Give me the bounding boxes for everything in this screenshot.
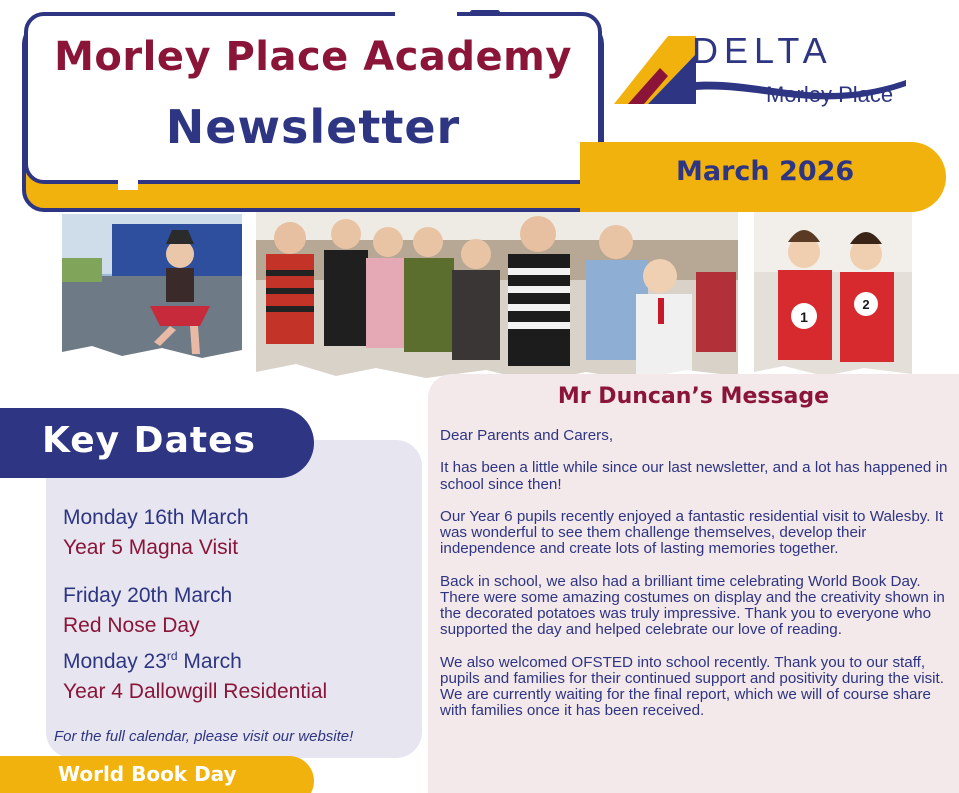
world-book-day-heading: World Book Day	[58, 762, 237, 786]
message-paragraph: We also welcomed OFSTED into school recently. Thank you to our staff, pupils and families for their continued support and positivity during the visit. We are currently waiting for the final report, which we will of course share with families once it has been received.	[440, 653, 944, 720]
title-border-gap	[395, 8, 457, 18]
key-date-date	[63, 650, 242, 674]
key-date-month: March	[177, 650, 242, 673]
logo-name: DELTA	[692, 30, 833, 71]
key-date-date: Friday 20th March	[63, 584, 233, 607]
calendar-note: For the full calendar, please visit our website!	[54, 728, 354, 745]
logo-subtitle: Morley Place	[766, 82, 894, 107]
shirt-label-2: 2	[862, 297, 870, 312]
photo-dancing-child	[62, 214, 242, 364]
message-title: Mr Duncan’s Message	[557, 384, 830, 409]
key-date-date: Monday 16th March	[63, 506, 249, 529]
message-paragraph: Our Year 6 pupils recently enjoyed a fantastic residential visit to Walesby. It was wonderful to see them challenge themselves, develop their independence and create lots of lasting memories together.	[440, 507, 944, 558]
newsletter-title: Newsletter	[165, 100, 461, 154]
message-paragraph: Back in school, we also had a brilliant time celebrating World Book Day. There were some amazing costumes on display and the creativity shown in the decorated potatoes was truly impressive. Thank you to everyone who supported the day and helped celebrate our love of reading.	[440, 572, 945, 639]
key-dates-heading: Key Dates	[42, 420, 256, 461]
title-border-gap-bottom	[118, 180, 138, 190]
key-date-event: Year 5 Magna Visit	[63, 536, 239, 559]
photo-group-costumes	[256, 212, 738, 390]
newsletter-date: March 2026	[676, 156, 855, 187]
message-paragraph: Dear Parents and Carers,	[440, 427, 614, 444]
message-body	[440, 428, 952, 736]
key-date-event: Year 4 Dallowgill Residential	[63, 680, 328, 703]
key-date-suffix: rd	[166, 649, 178, 663]
school-name: Morley Place Academy	[54, 34, 572, 80]
key-date-event: Red Nose Day	[63, 614, 200, 637]
shirt-label-1: 1	[800, 309, 808, 325]
photo-thing-one-thing-two	[754, 212, 912, 382]
message-paragraph: It has been a little while since our last newsletter, and a lot has happened in school since then!	[440, 459, 948, 493]
key-date-day: Monday 23	[63, 650, 167, 673]
title-border-dash	[470, 10, 500, 15]
